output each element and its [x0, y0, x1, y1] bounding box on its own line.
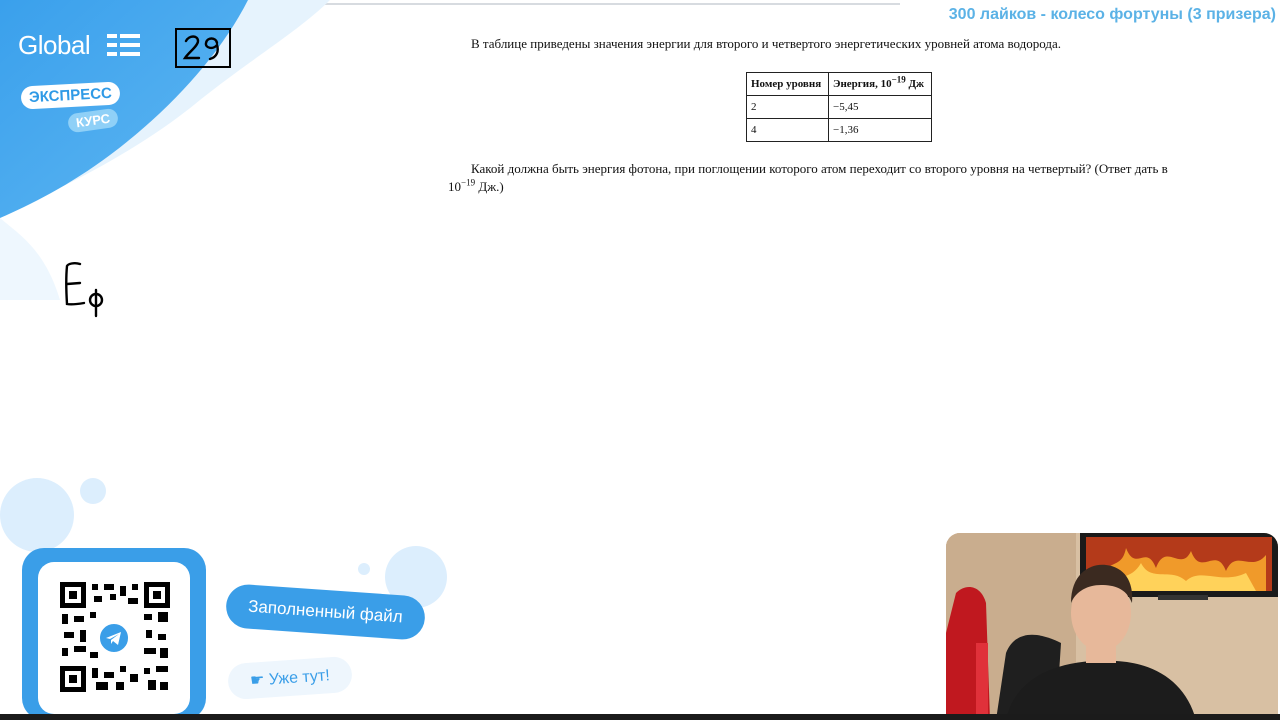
course-badge: КУРС — [67, 108, 119, 134]
cell-level: 2 — [747, 96, 829, 119]
header-energy: Энергия, $10^{-19}$ Дж — [829, 73, 932, 96]
decor-circle — [0, 478, 74, 552]
table-row — [747, 96, 932, 119]
qr-card[interactable] — [22, 548, 206, 720]
cell-energy: −5,45 — [829, 96, 932, 119]
problem-question: Какой должна быть энергия фотона, при поглощении которого атом переходит со второго уровня на четвертый? (Ответ дать в $10^{-19}$ Дж.) — [448, 161, 1168, 194]
filled-file-button[interactable]: Заполненный файл — [225, 583, 426, 641]
table-row — [747, 119, 932, 142]
logo-grid-icon — [107, 34, 141, 56]
presenter-webcam — [946, 533, 1278, 720]
decor-circle — [80, 478, 106, 504]
cell-level: 4 — [747, 119, 829, 142]
task-number-handwritten — [177, 30, 229, 66]
handwritten-formula — [60, 258, 110, 318]
problem-intro: В таблице приведены значения энергии для второго и четвертого энергетических уровней атома водорода. — [471, 36, 1062, 51]
global-logo: Global — [18, 30, 91, 60]
bottom-bar — [0, 714, 1280, 720]
decor-circle — [358, 563, 370, 575]
energy-table — [746, 72, 932, 142]
pointing-hand-icon: ☛ — [249, 671, 270, 690]
table-header-row — [747, 73, 932, 96]
qr-code[interactable] — [38, 562, 190, 714]
task-number-box — [175, 28, 231, 68]
already-here-button[interactable]: ☛ Уже тут! — [227, 656, 353, 701]
cell-energy: −1,36 — [829, 119, 932, 142]
telegram-icon — [98, 622, 130, 654]
express-badge: ЭКСПРЕСС — [20, 81, 120, 109]
promo-banner: 300 лайков - колесо фортуны (3 призера) — [948, 6, 1276, 23]
header-level: Номер уровня — [747, 73, 829, 96]
presenter-video-icon — [946, 533, 1278, 720]
